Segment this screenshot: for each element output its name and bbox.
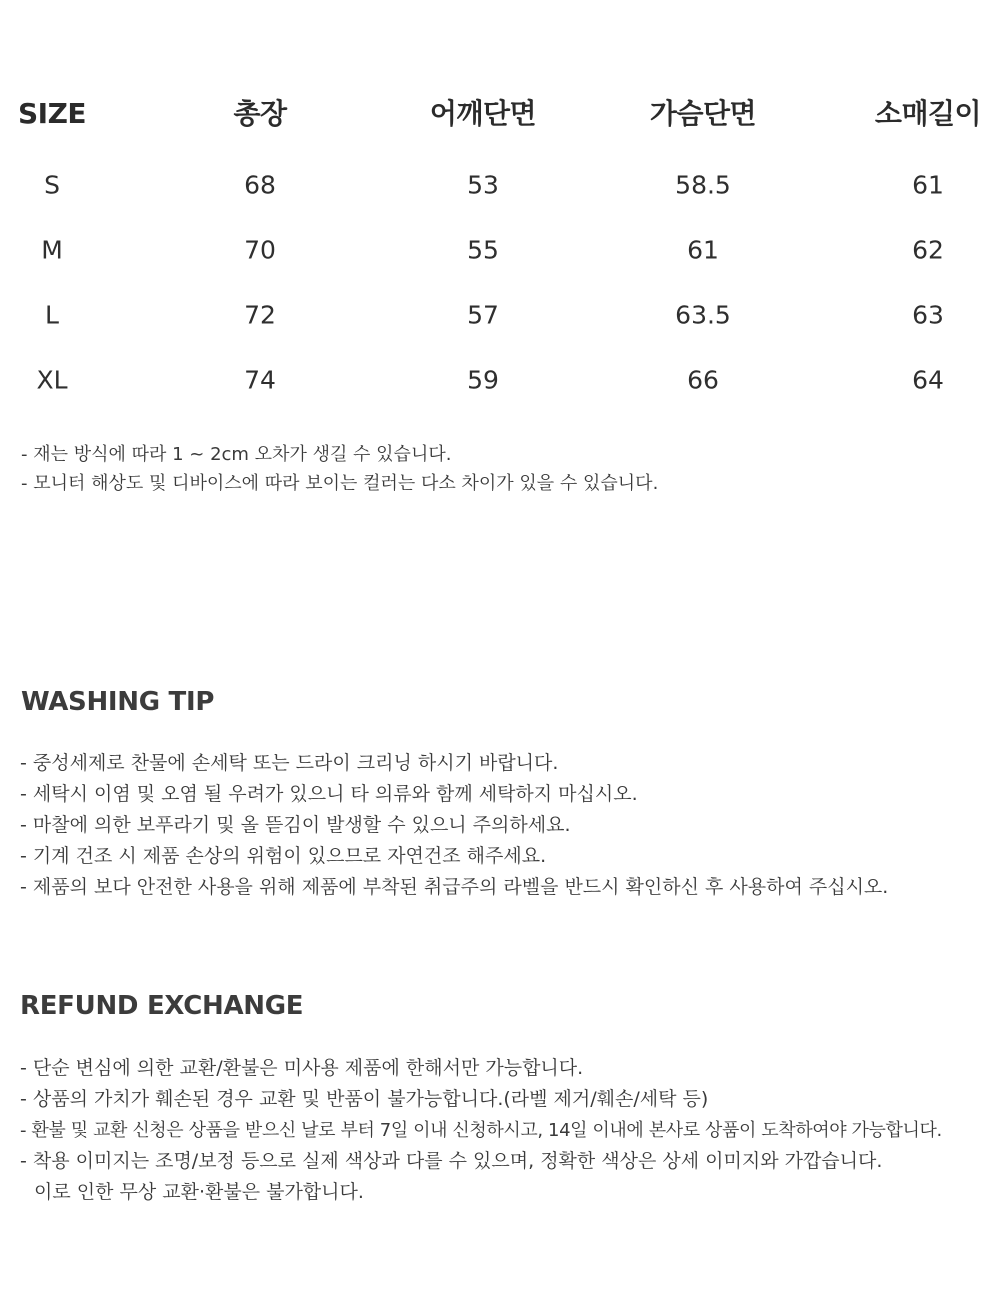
table-cell: 68 [244,170,276,200]
table-cell: 61 [912,170,944,200]
list-item: - 세탁시 이염 및 오염 될 우려가 있으니 타 의류와 함께 세탁하지 마십시오. [20,783,638,805]
refund-exchange-title: REFUND EXCHANGE [20,991,304,1021]
table-cell: 55 [467,235,499,265]
table-cell: 63 [912,300,944,330]
list-item: - 단순 변심에 의한 교환/환불은 미사용 제품에 한해서만 가능합니다. [20,1057,584,1079]
header-shoulder-width: 어깨단면 [429,97,537,130]
table-cell: XL [36,365,68,395]
table-cell: L [45,300,59,330]
table-cell: 62 [912,235,944,265]
list-item-continuation: 이로 인한 무상 교환·환불은 불가합니다. [34,1181,364,1203]
size-notes [21,440,658,498]
table-cell: 61 [687,235,719,265]
header-total-length: 총장 [233,97,287,130]
list-item: - 제품의 보다 안전한 사용을 위해 제품에 부착된 취급주의 라벨을 반드시 확인하신 후 사용하여 주십시오. [20,876,889,898]
list-item: - 환불 및 교환 신청은 상품을 받으신 날로 부터 7일 이내 신청하시고, 14일 이내에 본사로 상품이 도착하여야 가능합니다. [20,1120,942,1141]
table-cell: M [41,235,63,265]
table-cell: 72 [244,300,276,330]
refund-exchange-list [20,1053,942,1208]
header-size: SIZE [17,97,87,130]
header-sleeve-length: 소매길이 [874,97,982,130]
table-cell: 64 [912,365,944,395]
table-cell: 57 [467,300,499,330]
list-item: - 기계 건조 시 제품 손상의 위험이 있으므로 자연건조 해주세요. [20,845,547,867]
size-note-item: - 재는 방식에 따라 1 ~ 2cm 오차가 생길 수 있습니다. [21,444,452,465]
washing-tip-title: WASHING TIP [21,687,215,717]
table-cell: 58.5 [675,170,731,200]
list-item: - 착용 이미지는 조명/보정 등으로 실제 색상과 다를 수 있으며, 정확한 색상은 상세 이미지와 가깝습니다. [20,1150,883,1172]
list-item: - 상품의 가치가 훼손된 경우 교환 및 반품이 불가능합니다.(라벨 제거/훼손/세탁 등) [20,1088,709,1110]
table-cell: 70 [244,235,276,265]
table-cell: 53 [467,170,499,200]
table-cell: 63.5 [675,300,731,330]
table-cell: 66 [687,365,719,395]
washing-tip-list [20,748,888,903]
table-cell: 59 [467,365,499,395]
list-item: - 마찰에 의한 보푸라기 및 올 뜯김이 발생할 수 있으니 주의하세요. [20,814,571,836]
size-note-item: - 모니터 해상도 및 디바이스에 따라 보이는 컬러는 다소 차이가 있을 수 있습니다. [21,473,659,494]
list-item: - 중성세제로 찬물에 손세탁 또는 드라이 크리닝 하시기 바랍니다. [20,752,559,774]
table-cell: 74 [244,365,276,395]
table-cell: S [44,170,60,200]
header-chest-width: 가슴단면 [649,97,757,130]
